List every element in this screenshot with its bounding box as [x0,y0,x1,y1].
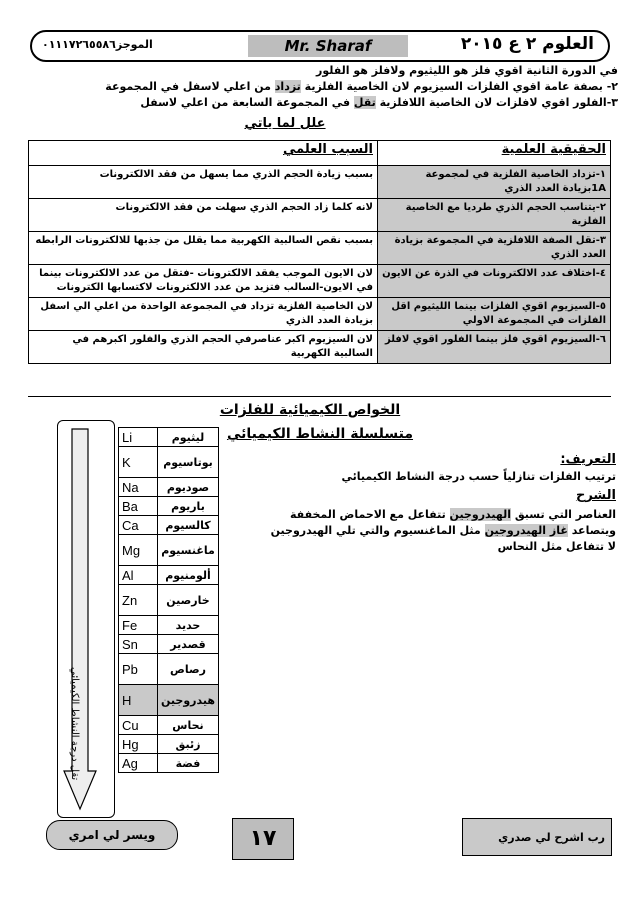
why-title: علل لما ياتي [244,116,326,131]
element-name: باريوم [158,497,219,516]
intro-line-1: في الدورة الثانية اقوي فلز هو الليثيوم ولافلز هو الفلور [316,64,618,77]
highlight: غاز الهيدروجين [484,524,568,537]
element-symbol: Hg [119,735,158,754]
highlight: تقل [353,96,376,109]
page-number: ١٧ [232,818,294,860]
element-symbol: Al [119,566,158,585]
series-row [119,535,219,566]
series-row [119,566,219,585]
section-divider [28,396,611,397]
section-subtitle: متسلسلة النشاط الكيميائي [226,426,414,442]
element-name: ألومنيوم [158,566,219,585]
reason-cell: لان الخاصية الفلزية تزداد في المجموعة الواحدة من اعلي الي اسفل بزيادة العدد الذري [29,298,378,331]
element-symbol: Ag [119,754,158,773]
header-brief: الموجز٠١١١٧٢٦٥٥٨٦ [42,38,153,51]
element-name: فضة [158,754,219,773]
series-row [119,654,219,685]
element-name: رصاص [158,654,219,685]
section-title: الخواص الكيميائية للفلزات [219,402,401,418]
page-header [30,30,610,62]
reason-cell: لان الايون الموجب يفقد الالكترونات -فتقل من عدد الالكترونات بينما في الايون-السالب فتزيد من عدد الالكترونات لاكتسابها الكترونات [29,265,378,298]
element-symbol: Mg [119,535,158,566]
definition-title: التعريف: [560,452,616,467]
fact-cell: ٤-اختلاف عدد الالكترونات في الذرة عن الايون [378,265,611,298]
element-symbol: Zn [119,585,158,616]
activity-arrow-label: تقل درجة النشاط الكيميائي [69,666,80,780]
explanation-title: الشرح [575,488,616,503]
activity-series-table [118,427,219,773]
element-symbol: Na [119,478,158,497]
intro-line-3: ٣-الفلور اقوي لافلزات لان الخاصية اللافلزية تقل في المجموعة السابعة من اعلي لاسفل [140,96,618,109]
element-name: ليثيوم [158,428,219,447]
element-name: زئبق [158,735,219,754]
explanation-line-1: العناصر التي تسبق الهيدروجين تتفاعل مع الاحماض المخففة [290,508,616,521]
element-symbol: Ba [119,497,158,516]
series-row [119,754,219,773]
series-row [119,635,219,654]
definition-text: ترتيب الفلزات تنازلياً حسب درجة النشاط الكيميائي [341,470,616,483]
element-name: ماغنسيوم [158,535,219,566]
series-row [119,478,219,497]
intro-line-2: ٢- بصفة عامة اقوي الفلزات السيزيوم لان الخاصية الفلزية تزداد من اعلي لاسفل في المجموعة [105,80,618,93]
reason-cell: لان السيزيوم اكبر عناصرفي الحجم الذري والفلور اكبرهم في السالبية الكهربية [29,331,378,364]
table-row [29,232,611,265]
element-name: حديد [158,616,219,635]
element-name: بوتاسيوم [158,447,219,478]
element-symbol: Pb [119,654,158,685]
series-row [119,428,219,447]
element-name: نحاس [158,716,219,735]
series-row [119,616,219,635]
series-row [119,716,219,735]
series-row-hydrogen [119,685,219,716]
table-row [29,331,611,364]
element-name: صوديوم [158,478,219,497]
element-symbol: H [119,685,158,716]
table-row [29,166,611,199]
table-row [29,199,611,232]
explanation-line-2: ويتصاعد غاز الهيدروجين مثل الماغنسيوم والتي تلي الهيدروجين [270,524,616,537]
footer-right-banner: رب اشرح لي صدري [462,818,612,856]
table-row [29,265,611,298]
fact-cell: ٦-السيزيوم اقوي فلز بينما الفلور اقوي لافلز [378,331,611,364]
element-name: هيدروجين [158,685,219,716]
reason-cell: لانه كلما زاد الحجم الذري سهلت من فقد الالكترونات [29,199,378,232]
explanation-line-3: لا تتفاعل مثل النحاس [497,540,616,553]
reason-cell: بسبب نقص السالبية الكهربية مما يقلل من جذبها للالكترونات الرابطه [29,232,378,265]
fact-cell: ٣-تقل الصفة اللافلزية في المجموعة بزيادة العدد الذري [378,232,611,265]
element-symbol: K [119,447,158,478]
column-header-reason: السبب العلمي [29,141,378,166]
series-row [119,447,219,478]
reason-cell: بسبب زيادة الحجم الذري مما يسهل من فقد الالكترونات [29,166,378,199]
series-row [119,497,219,516]
fact-cell: ٥-السيزيوم اقوي الفلزات بينما الليثيوم اقل الفلزات في المجموعة الاولي [378,298,611,331]
highlight: تزداد [274,80,301,93]
series-row [119,516,219,535]
fact-cell: ١-تزداد الخاصية الفلزية في لمجموعة 1Aبزيادة العدد الذري [378,166,611,199]
element-symbol: Sn [119,635,158,654]
header-teacher: Mr. Sharaf [248,35,408,57]
header-subject: العلوم ٢ ع ٢٠١٥ [460,34,594,54]
element-name: كالسيوم [158,516,219,535]
element-name: قصدير [158,635,219,654]
table-row [29,298,611,331]
fact-cell: ٢-يتناسب الحجم الذري طرديا مع الخاصية الفلزية [378,199,611,232]
series-row [119,735,219,754]
footer-left-banner: ويسر لي امري [46,820,178,850]
table-header-row [29,141,611,166]
column-header-fact: الحقيقية العلمية [378,141,611,166]
series-row [119,585,219,616]
element-symbol: Fe [119,616,158,635]
facts-table [28,140,611,364]
element-symbol: Cu [119,716,158,735]
element-name: خارصين [158,585,219,616]
element-symbol: Ca [119,516,158,535]
element-symbol: Li [119,428,158,447]
highlight: الهيدروجين [449,508,512,521]
